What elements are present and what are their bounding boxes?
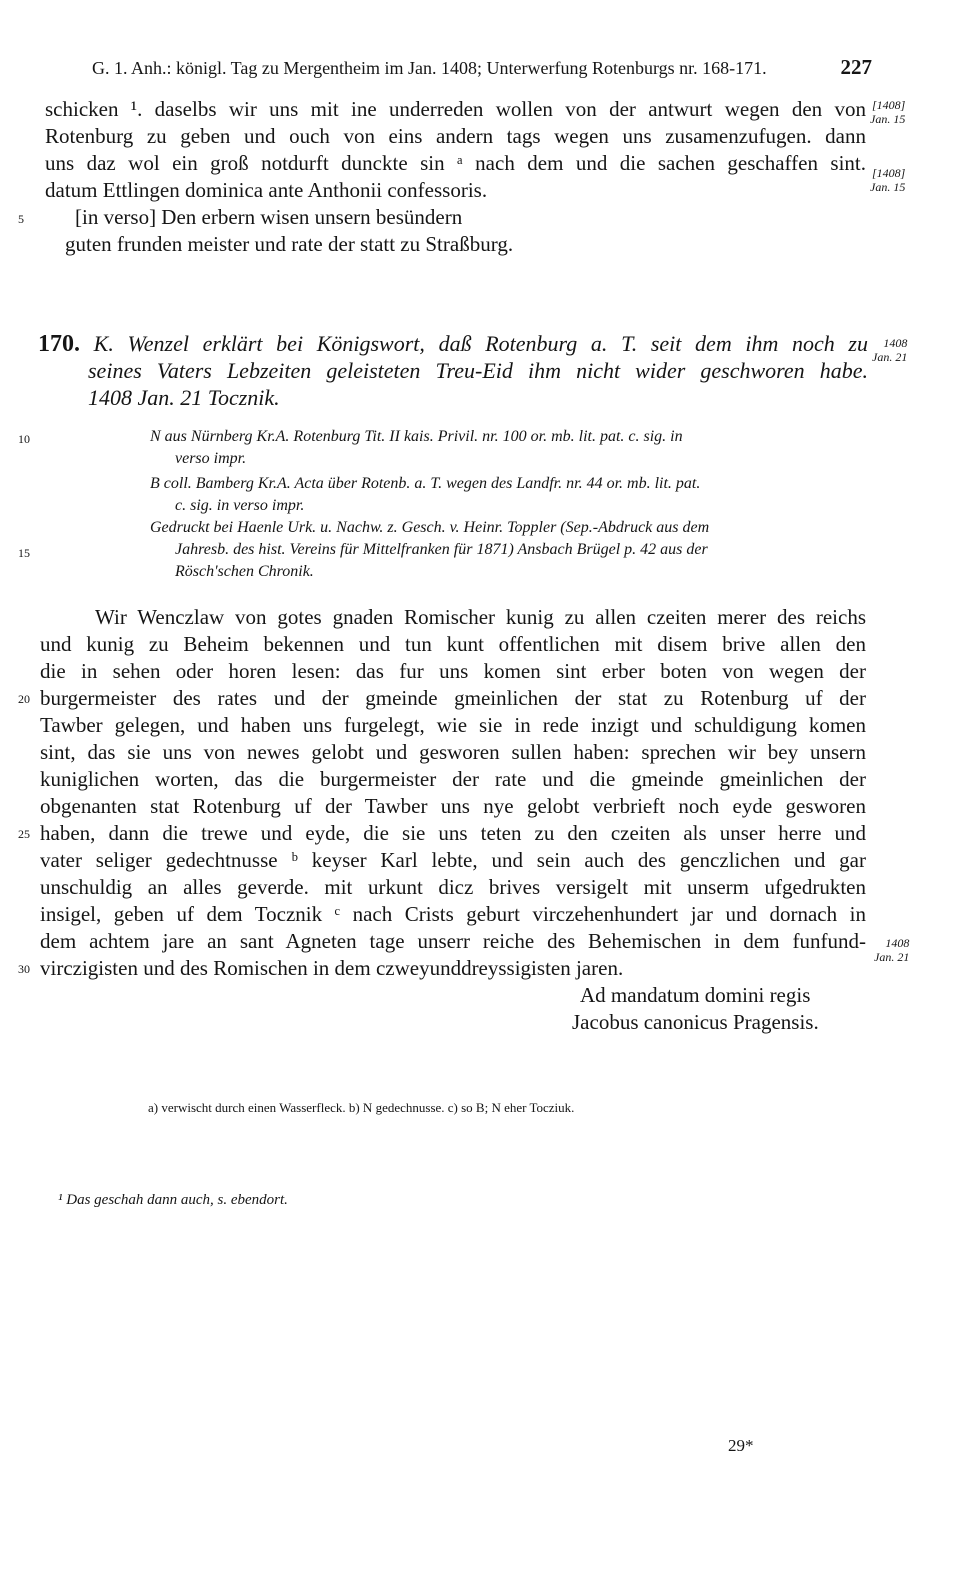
text-line: uns daz wol ein groß notdurft dunckte sin ᵃ nach dem und die sachen geschaffen sint. xyxy=(45,151,866,175)
page-number: 227 xyxy=(840,55,872,79)
source-line: verso impr. xyxy=(175,450,247,467)
line-number: 5 xyxy=(18,212,24,226)
subscription-line: Ad mandatum domini regis xyxy=(580,983,811,1007)
running-title: G. 1. Anh.: königl. Tag zu Mergentheim im Jan. 1408; Unterwerfung Rotenburgs nr. 168-171. xyxy=(92,58,767,78)
text-line: guten frunden meister und rate der statt zu Straßburg. xyxy=(65,232,514,256)
text-line: kuniglichen worten, das die burgermeister der rate und die gmeinde gmeinlichen der xyxy=(40,767,866,791)
source-line: B coll. Bamberg Kr.A. Acta über Rotenb. a. T. wegen des Landfr. nr. 44 or. mb. lit. pat. xyxy=(150,475,701,492)
text-line: die in sehen oder horen lesen: das fur uns komen sint erber boten von wegen der xyxy=(40,659,866,683)
text-line: insigel, geben uf dem Tocznik ᶜ nach Crists geburt virczehenhundert jar und dornach in xyxy=(40,902,866,926)
source-line: N aus Nürnberg Kr.A. Rotenburg Tit. II kais. Privil. nr. 100 or. mb. lit. pat. c. sig. in xyxy=(150,428,683,445)
text-line: haben, dann die trewe und eyde, die sie uns teten zu den czeiten als unser herre und xyxy=(40,821,866,845)
text-line: [in verso] Den erbern wisen unsern besündern xyxy=(75,205,463,229)
text-line: virczigisten und des Romischen in dem czweyunddreyssigisten jaren. xyxy=(40,956,624,980)
text-line: burgermeister des rates und der gmeinde gmeinlichen der stat zu Rotenburg uf der xyxy=(40,686,866,710)
margin-date: [1408] Jan. 15 xyxy=(870,98,906,126)
margin-date: 1408 Jan. 21 xyxy=(872,336,908,364)
text-line: obgenanten stat Rotenburg uf der Tawber uns nye gelobt verbrieft noch eyde gesworen xyxy=(40,794,866,818)
margin-date: 1408 Jan. 21 xyxy=(874,936,910,964)
line-number: 15 xyxy=(18,546,30,560)
text-line: sint, das sie uns von newes gelobt und gesworen sullen haben: sprechen wir bey unsern xyxy=(40,740,866,764)
running-header xyxy=(92,55,872,79)
source-line: Rösch'schen Chronik. xyxy=(175,563,314,580)
subscription-line: Jacobus canonicus Pragensis. xyxy=(572,1010,819,1034)
line-number: 25 xyxy=(18,827,30,841)
text-line: schicken ¹. daselbs wir uns mit ine underreden wollen von der antwurt wegen den von xyxy=(45,97,866,121)
line-number: 10 xyxy=(18,432,30,446)
text-line: datum Ettlingen dominica ante Anthonii confessoris. xyxy=(45,178,488,202)
text-line: Tawber gelegen, und haben uns furgelegt, wie sie in rede inzigt und schuldigung komen xyxy=(40,713,866,737)
doc-title-line: seines Vaters Lebzeiten geleisteten Treu-Eid ihm nicht wider geschworen habe. xyxy=(88,358,868,383)
doc-title-line: 170. K. Wenzel erklärt bei Königswort, daß Rotenburg a. T. seit dem ihm noch zu xyxy=(38,331,868,357)
source-line: Gedruckt bei Haenle Urk. u. Nachw. z. Gesch. v. Heinr. Toppler (Sep.-Abdruck aus dem xyxy=(150,519,710,536)
line-number: 30 xyxy=(18,962,30,976)
doc-number: 170. xyxy=(38,331,80,357)
source-line: c. sig. in verso impr. xyxy=(175,497,305,514)
text-line: dem achtem jare an sant Agneten tage unserr reiche des Behemischen in dem funfund- xyxy=(40,929,866,953)
text-line: unschuldig an alles geverde. mit urkunt dicz brives versigelt mit unserm ufgedrukten xyxy=(40,875,866,899)
line-number: 20 xyxy=(18,692,30,706)
text-line: vater seliger gedechtnusse ᵇ keyser Karl lebte, und sein auch des genczlichen und gar xyxy=(40,848,866,872)
text-line: Rotenburg zu geben und ouch von eins andern tags wegen uns zusamenzufugen. dann xyxy=(45,124,866,148)
margin-date: [1408] Jan. 15 xyxy=(870,166,906,194)
signature-mark: 29* xyxy=(728,1436,754,1455)
doc-date-place: 1408 Jan. 21 Tocznik. xyxy=(88,385,280,410)
text-line: Wir Wenczlaw von gotes gnaden Romischer kunig zu allen czeiten merer des reichs xyxy=(95,605,866,629)
footnote: ¹ Das geschah dann auch, s. ebendort. xyxy=(58,1192,288,1208)
text-line: und kunig zu Beheim bekennen und tun kunt offentlichen mit disem brive allen den xyxy=(40,632,866,656)
critical-apparatus: a) verwischt durch einen Wasserfleck. b) N gedechnusse. c) so B; N eher Tocziuk. xyxy=(148,1100,575,1115)
source-line: Jahresb. des hist. Vereins für Mittelfranken für 1871) Ansbach Brügel p. 42 aus der xyxy=(175,541,708,558)
